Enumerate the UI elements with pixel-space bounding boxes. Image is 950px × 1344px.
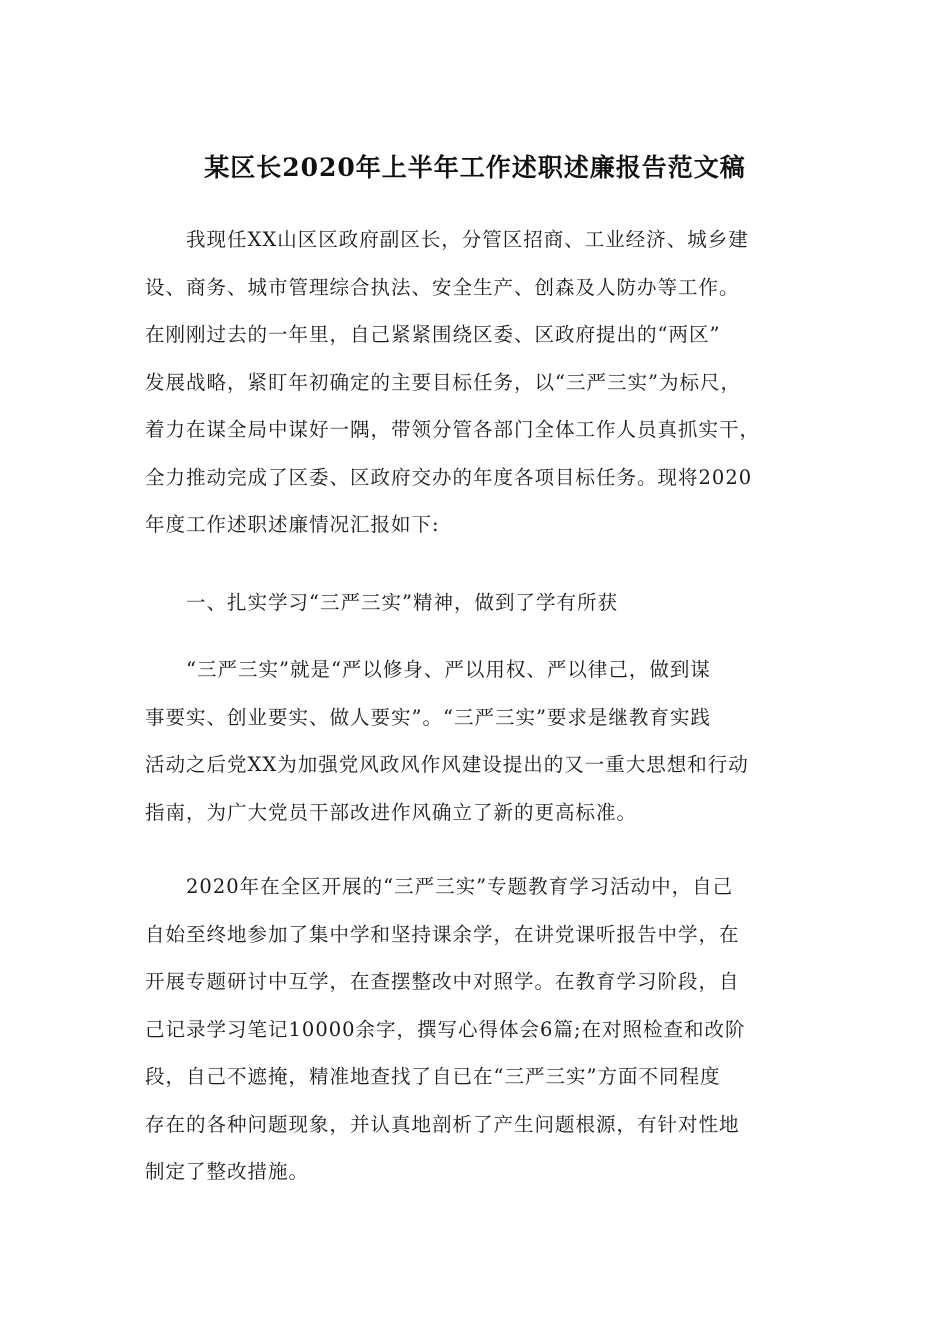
paragraph-line: “三严三实”就是“严以修身、严以用权、严以律己，做到谋 xyxy=(186,658,711,681)
paragraph-line: 制定了整改措施。 xyxy=(145,1160,310,1183)
paragraph-intro xyxy=(145,216,805,549)
document-title: 某区长2020年上半年工作述职述廉报告范文稿 xyxy=(204,153,746,182)
paragraph-line: 设、商务、城市管理综合执法、安全生产、创森及人防办等工作。 xyxy=(145,275,740,299)
paragraph-definition xyxy=(145,646,805,836)
paragraph-line: 我现任XX山区区政府副区长，分管区招商、工业经济、城乡建 xyxy=(186,228,749,251)
paragraph-line: 开展专题研讨中互学，在查摆整改中对照学。在教育学习阶段，自 xyxy=(145,970,740,993)
paragraph-line: 己记录学习笔记10000余字，撰写心得体会6篇;在对照检查和改阶 xyxy=(145,1017,746,1041)
section-heading xyxy=(145,579,805,627)
paragraph-line: 2020年在全区开展的“三严三实”专题教育学习活动中，自己 xyxy=(186,875,734,898)
paragraph-line: 在刚刚过去的一年里，自己紧紧围绕区委、区政府提出的“两区” xyxy=(145,323,721,346)
paragraph-line: 活动之后党XX为加强党风政风作风建设提出的又一重大思想和行动 xyxy=(145,753,749,776)
paragraph-line: 段，自己不遮掩，精准地查找了自已在“三严三实”方面不同程度 xyxy=(145,1065,721,1088)
paragraph-line: 年度工作述职述廉情况汇报如下: xyxy=(145,513,440,536)
paragraph-line: 指南，为广大党员干部改进作风确立了新的更高标准。 xyxy=(145,800,638,824)
paragraph-line: 全力推动完成了区委、区政府交办的年度各项目标任务。现将2020 xyxy=(145,465,753,489)
paragraph-study xyxy=(145,863,805,1196)
paragraph-line: 发展战略，紧盯年初确定的主要目标任务，以“三严三实”为标尺， xyxy=(145,370,741,394)
paragraph-line: 着力在谋全局中谋好一隅，带领分管各部门全体工作人员真抓实干， xyxy=(145,418,761,441)
paragraph-line: 自始至终地参加了集中学和坚持课余学，在讲党课听报告中学，在 xyxy=(145,922,740,946)
paragraph-line: 存在的各种问题现象，并认真地剖析了产生问题根源，有针对性地 xyxy=(145,1112,740,1136)
section-heading-text: 一、扎实学习“三严三实”精神，做到了学有所获 xyxy=(186,591,618,614)
paragraph-line: 事要实、创业要实、做人要实”。“三严三实”要求是继教育实践 xyxy=(145,705,711,729)
